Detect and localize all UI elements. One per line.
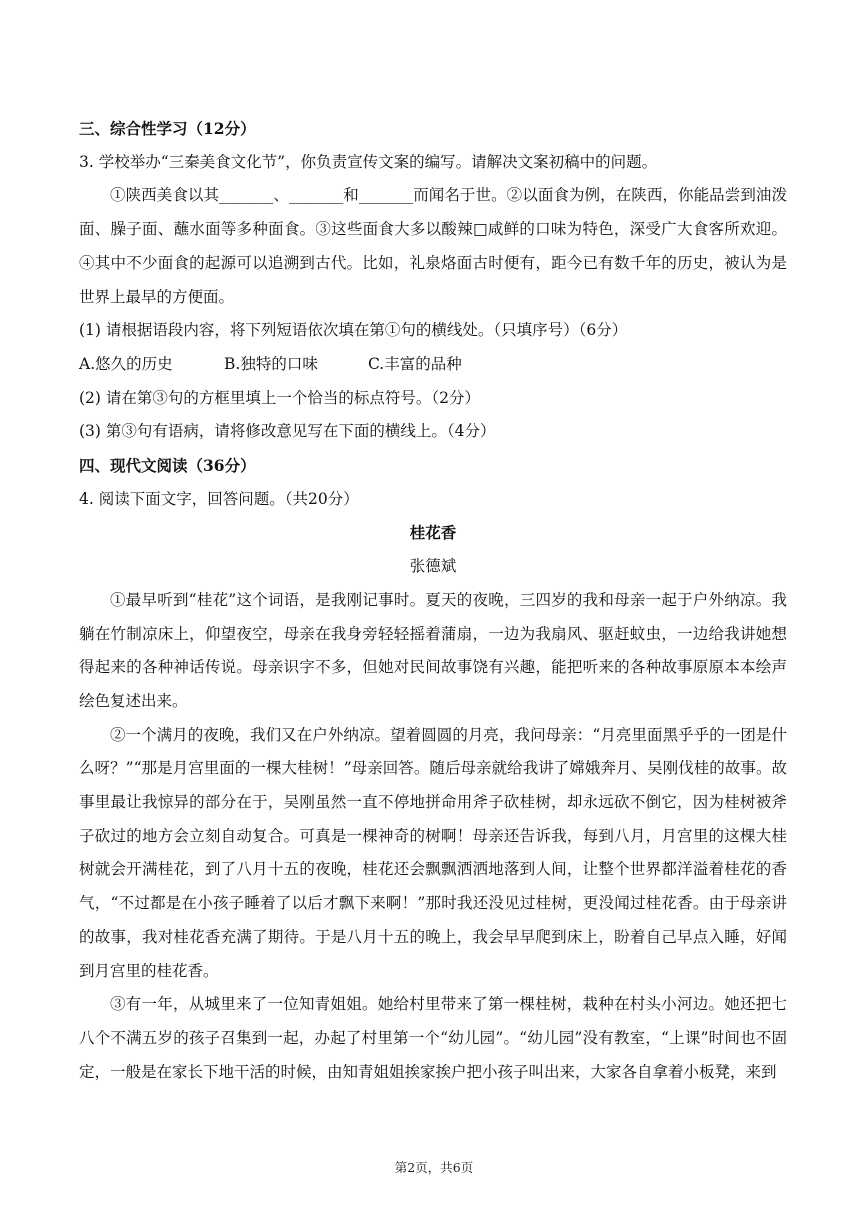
option-b: B.独特的口味 <box>224 354 318 373</box>
section4-heading: 四、现代文阅读（36分） <box>79 456 256 476</box>
question3-options <box>79 348 787 382</box>
question3-sub2: (2) 请在第③句的方框里填上一个恰当的标点符号。（2分） <box>79 388 480 407</box>
article-paragraph-3: ③有一年，从城里来了一位知青姐姐。她给村里带来了第一棵桂树，栽种在村头小河边。她还把七八个不满五岁的孩子召集到一起，办起了村里第一个“幼儿园”。“幼儿园”没有教室，“上课”时间也不固定，一般是在家长下地干活的时候，由知青姐姐挨家挨户把小孩子叫出来，大家各自拿着小板凳，来到 <box>79 995 787 1081</box>
question4-intro: 4. 阅读下面文字，回答问题。（共20分） <box>79 489 359 508</box>
question3-sub3: (3) 第③句有语病，请将修改意见写在下面的横线上。（4分） <box>79 422 496 441</box>
article-title: 桂花香 <box>409 523 457 543</box>
page-content <box>79 112 787 1089</box>
question3-intro: 3. 学校举办“三秦美食文化节”，你负责宣传文案的编写。请解决文案初稿中的问题。 <box>79 152 658 171</box>
section3-heading: 三、综合性学习（12分） <box>79 119 256 138</box>
article-author: 张德斌 <box>409 557 457 576</box>
article-paragraph-1: ①最早听到“桂花”这个词语，是我刚记事时。夏天的夜晚，三四岁的我和母亲一起于户外纳凉。我躺在竹制凉床上，仰望夜空，母亲在我身旁轻轻摇着蒲扇，一边为我扇风、驱赶蚊虫，一边给我讲她想得起来的各种神话传说。母亲识字不多，但她对民间故事饶有兴趣，能把听来的各种故事原原本本绘声绘色复述出来。 <box>79 590 787 710</box>
article-paragraph-2: ②一个满月的夜晚，我们又在户外纳凉。望着圆圆的月亮，我问母亲：“月亮里面黑乎乎的一团是什么呀？”“那是月宫里面的一棵大桂树！”母亲回答。随后母亲就给我讲了嫦娥奔月、吴刚伐桂的故事。故事里最让我惊异的部分在于，吴刚虽然一直不停地拼命用斧子砍桂树，却永远砍不倒它，因为桂树被斧子砍过的地方会立刻自动复合。可真是一棵神奇的树啊！母亲还告诉我，每到八月，月宫里的这棵大桂树就会开满桂花，到了八月十五的夜晚，桂花还会飘飘洒洒地落到人间，让整个世界都洋溢着桂花的香气，“不过都是在小孩子睡着了以后才飘下来啊！”那时我还没见过桂树，更没闻过桂花香。由于母亲讲的故事，我对桂花香充满了期待。于是八月十五的晚上，我会早早爬到床上，盼着自己早点入睡，好闻到月宫里的桂花香。 <box>79 725 787 980</box>
question3-passage: ①陕西美食以其_______、_______和_______而闻名于世。②以面食为例，在陕西，你能品尝到油泼面、臊子面、蘸水面等多种面食。③这些面食大多以酸辣□咸鲜的口味为特色，深受广大食客所欢迎。④其中不少面食的起源可以追溯到古代。比如，礼泉烙面古时便有，距今已有数千年的历史，被认为是世界上最早的方便面。 <box>79 186 787 306</box>
option-c: C.丰富的品种 <box>368 354 462 373</box>
page-number: 第2页，共6页 <box>394 1160 474 1175</box>
question3-sub1: (1) 请根据语段内容，将下列短语依次填在第①句的横线处。（只填序号）（6分） <box>79 321 628 340</box>
option-a: A.悠久的历史 <box>79 354 173 373</box>
